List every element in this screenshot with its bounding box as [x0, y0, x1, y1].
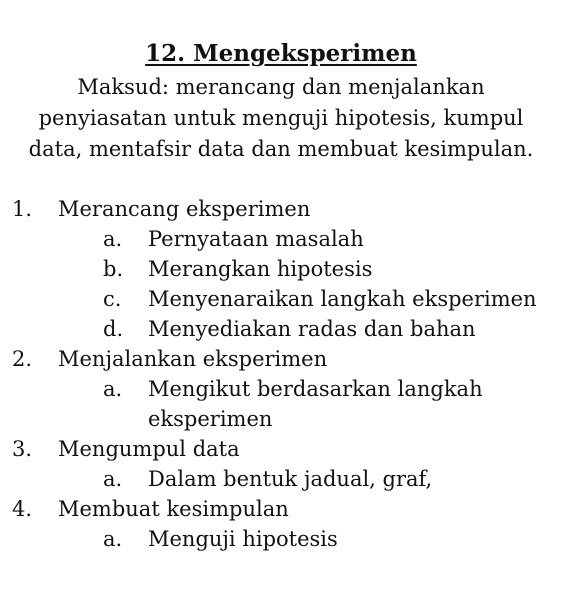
- sub-item-text: Mengikut berdasarkan langkah: [148, 377, 483, 401]
- description-line: penyiasatan untuk menguji hipotesis, kumpul: [38, 106, 524, 130]
- sub-item-text: Pernyataan masalah: [148, 227, 364, 251]
- step-label: Membuat kesimpulan: [58, 497, 289, 521]
- step-number: 4.: [12, 497, 33, 521]
- step-label: Menjalankan eksperimen: [58, 347, 328, 371]
- steps-list: [0, 194, 562, 554]
- sub-item-letter: a.: [103, 467, 123, 491]
- step-label: Merancang eksperimen: [58, 197, 311, 221]
- list-item: [0, 494, 562, 524]
- sub-item-letter: d.: [103, 317, 124, 341]
- sub-item-text: Menguji hipotesis: [148, 527, 338, 551]
- list-item: [0, 434, 562, 464]
- description-line: data, mentafsir data dan membuat kesimpulan.: [28, 137, 534, 161]
- sub-item-text: Menyediakan radas dan bahan: [148, 317, 476, 341]
- sub-item-text: Menyenaraikan langkah eksperimen: [148, 287, 537, 311]
- sub-item-letter: c.: [103, 287, 122, 311]
- step-number: 1.: [12, 197, 33, 221]
- slide-title: 12. Mengeksperimen: [145, 40, 417, 67]
- sub-item-letter: a.: [103, 227, 123, 251]
- sub-list-item: [0, 374, 562, 404]
- description-line: Maksud: merancang dan menjalankan: [77, 75, 485, 99]
- sub-list-item: [0, 464, 562, 494]
- sub-item-letter: a.: [103, 377, 123, 401]
- sub-item-text-continued: eksperimen: [148, 407, 273, 431]
- step-number: 3.: [12, 437, 33, 461]
- sub-item-letter: b.: [103, 257, 124, 281]
- sub-list-item: [0, 254, 562, 284]
- sub-item-letter: a.: [103, 527, 123, 551]
- sub-item-text: Dalam bentuk jadual, graf,: [148, 467, 433, 491]
- list-item: [0, 194, 562, 224]
- sub-list-item-continuation: [0, 404, 562, 434]
- sub-item-text: Merangkan hipotesis: [148, 257, 373, 281]
- sub-list-item: [0, 524, 562, 554]
- step-label: Mengumpul data: [58, 437, 240, 461]
- purpose-description: [0, 72, 562, 165]
- sub-list-item: [0, 224, 562, 254]
- sub-list-item: [0, 284, 562, 314]
- list-item: [0, 344, 562, 374]
- sub-list-item: [0, 314, 562, 344]
- step-number: 2.: [12, 347, 33, 371]
